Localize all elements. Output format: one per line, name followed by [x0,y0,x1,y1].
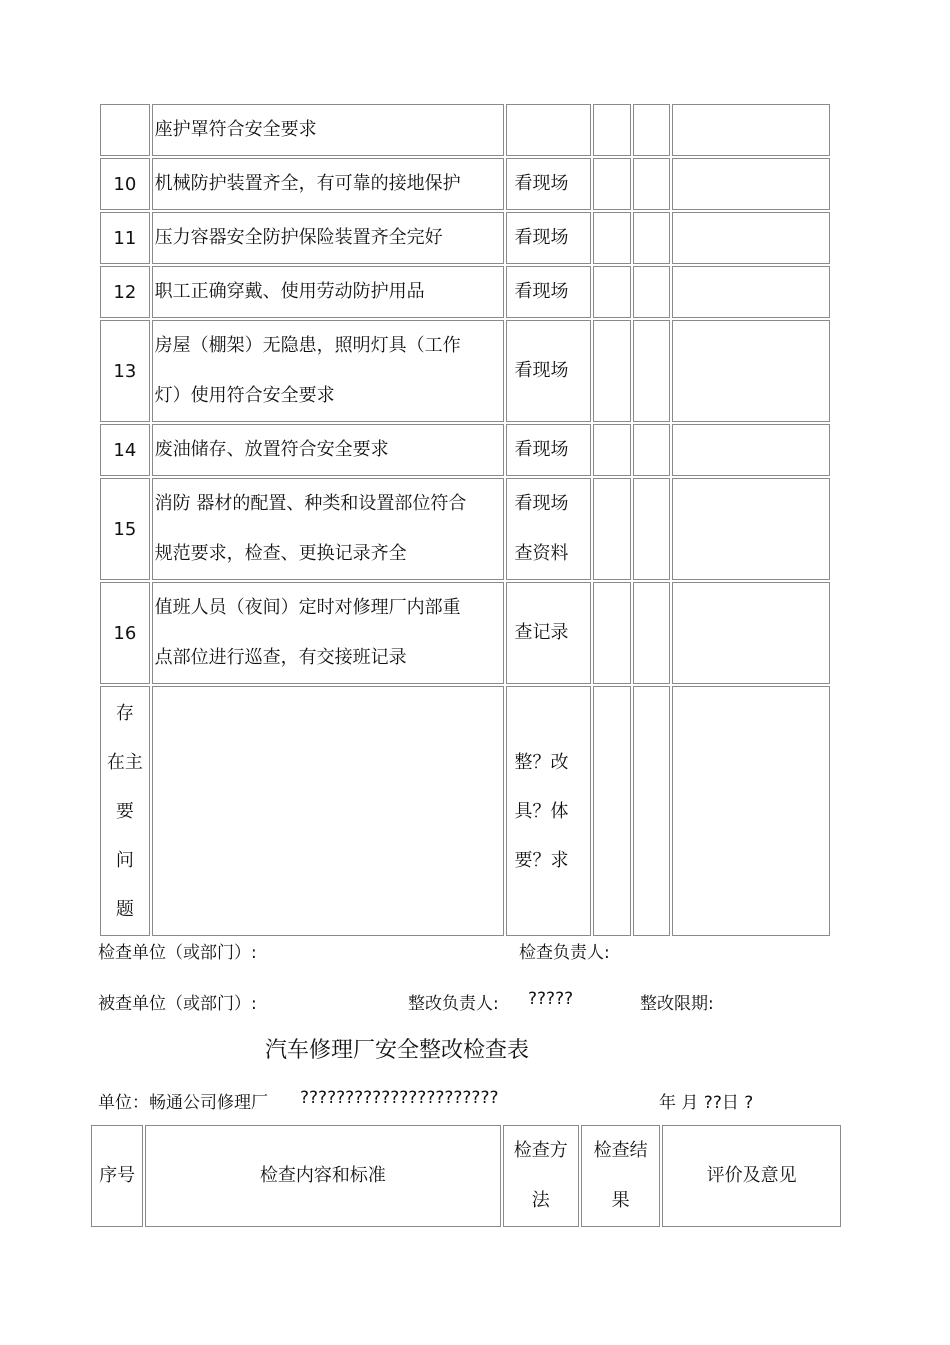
row-number: 14 [100,424,150,476]
row-method-line: 看现场 [514,360,569,381]
header-num: 序号 [91,1125,143,1227]
blank-cell[interactable] [633,686,671,936]
row-content-line: 消防 器材的配置、种类和设置部位符合 [154,493,467,514]
blank-cell[interactable] [633,320,671,422]
rectify-leader-value: ????? [528,989,574,1009]
blank-cell[interactable] [593,582,631,684]
row-method-line: 看现场 [514,493,569,514]
table-row [100,158,830,210]
blank-cell[interactable] [633,424,671,476]
table-row [100,320,830,422]
rectify-deadline-label: 整改限期: [640,994,714,1014]
row-method-line: 看现场 [514,439,569,460]
blank-cell[interactable] [633,104,671,156]
blank-cell[interactable] [672,104,830,156]
row-number: 11 [100,212,150,264]
row-content [152,424,504,476]
problems-label-line: 在主 [106,751,143,773]
row-number: 10 [100,158,150,210]
header-method-line1: 检查方 [513,1140,568,1161]
row-content-line: 座护罩符合安全要求 [154,119,317,140]
row-content-line: 职工正确穿戴、使用劳动防护用品 [154,281,425,302]
rectify-line: 要？求 [514,849,569,871]
header-comment: 评价及意见 [662,1125,841,1227]
row-method [506,424,591,476]
blank-cell[interactable] [672,212,830,264]
blank-cell[interactable] [593,266,631,318]
row-content-line: 灯）使用符合安全要求 [154,385,335,406]
row-method [506,320,591,422]
row-method-line: 查资料 [514,543,569,564]
row-number: 16 [100,582,150,684]
rectify-requirement-cell [506,686,591,936]
rectify-line: 具？体 [514,800,569,822]
date-line: 年 月 ??日 ? [659,1093,754,1113]
row-number: 13 [100,320,150,422]
blank-cell[interactable] [593,104,631,156]
row-content [152,320,504,422]
row-method [506,158,591,210]
problems-label-line: 题 [115,898,134,920]
row-method [506,582,591,684]
blank-cell[interactable] [633,158,671,210]
blank-cell[interactable] [593,320,631,422]
table-row [100,424,830,476]
blank-cell[interactable] [672,686,830,936]
inspection-table-body [100,104,830,684]
row-content-line: 房屋（棚架）无隐患，照明灯具（工作 [154,335,461,356]
row-content [152,582,504,684]
blank-cell[interactable] [672,582,830,684]
row-content [152,212,504,264]
blank-cell[interactable] [593,158,631,210]
blank-cell[interactable] [593,212,631,264]
header-result-line1: 检查结 [593,1140,648,1161]
header-result-line2: 果 [611,1190,630,1211]
rectify-leader-label: 整改负责人: [408,994,499,1014]
row-number [100,104,150,156]
blank-cell[interactable] [672,320,830,422]
row-content [152,266,504,318]
row-method [506,104,591,156]
row-content [152,478,504,580]
row-number: 15 [100,478,150,580]
form-title: 汽车修理厂安全整改检查表 [265,1038,530,1063]
table-row [100,582,830,684]
row-content [152,158,504,210]
header-method [503,1125,579,1227]
row-content-line: 机械防护装置齐全，有可靠的接地保护 [154,173,461,194]
header-row [91,1125,841,1227]
row-method-line: 看现场 [514,227,569,248]
blank-cell[interactable] [672,158,830,210]
problems-label-line: 问 [115,849,134,871]
header-result [581,1125,660,1227]
row-method [506,212,591,264]
check-leader-label: 检查负责人: [519,943,610,963]
row-content-line: 压力容器安全防护保险装置齐全完好 [154,227,443,248]
problems-label-cell [100,686,150,936]
blank-cell[interactable] [633,582,671,684]
checked-unit-label: 被查单位（或部门）: [98,994,257,1014]
row-content-line: 废油储存、放置符合安全要求 [154,439,389,460]
row-method-line: 看现场 [514,281,569,302]
blank-cell[interactable] [672,478,830,580]
row-number: 12 [100,266,150,318]
row-method-line: 看现场 [514,173,569,194]
table-row [100,266,830,318]
check-unit-label: 检查单位（或部门）: [98,943,257,963]
table-row [100,212,830,264]
blank-cell[interactable] [633,478,671,580]
unit-fill: ?????????????????????? [300,1088,499,1108]
blank-cell[interactable] [593,478,631,580]
header-method-line2: 法 [531,1190,550,1211]
problems-content-cell[interactable] [152,686,504,936]
blank-cell[interactable] [672,266,830,318]
row-method-line: 查记录 [514,622,569,643]
blank-cell[interactable] [633,266,671,318]
row-method [506,266,591,318]
row-method [506,478,591,580]
table-row [100,104,830,156]
form-header-table [89,1123,843,1229]
unit-label: 单位：畅通公司修理厂 [98,1093,268,1113]
blank-cell[interactable] [672,424,830,476]
header-content: 检查内容和标准 [145,1125,500,1227]
blank-cell[interactable] [593,424,631,476]
problems-row [100,686,830,936]
problems-label-line: 存 [115,702,134,724]
row-content-line: 规范要求，检查、更换记录齐全 [154,543,407,564]
table-row [100,478,830,580]
rectify-line: 整？改 [514,751,569,773]
blank-cell[interactable] [593,686,631,936]
blank-cell[interactable] [633,212,671,264]
inspection-table [98,102,832,938]
row-content-line: 值班人员（夜间）定时对修理厂内部重 [154,597,461,618]
row-content [152,104,504,156]
row-content-line: 点部位进行巡查，有交接班记录 [154,647,407,668]
problems-label-line: 要 [115,800,134,822]
